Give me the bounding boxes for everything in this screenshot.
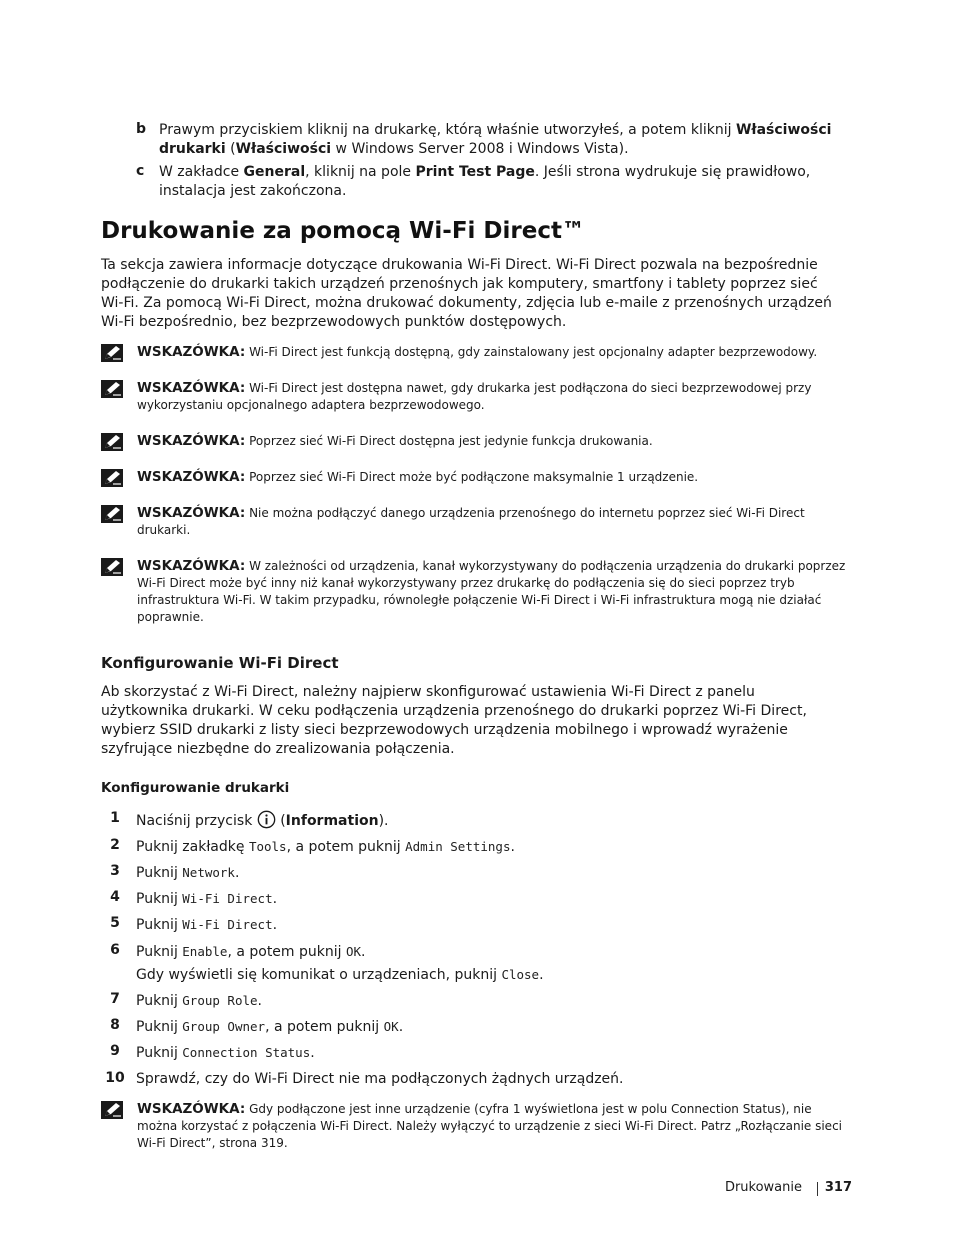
step-part: . <box>234 865 240 881</box>
note-body: Nie można podłączyć danego urządzenia przenośnego do internetu poprzez sieć Wi-Fi Direct drukarki. <box>137 506 805 537</box>
step-part: Puknij <box>136 1019 183 1035</box>
note-label: WSKAZÓWKA: <box>137 469 246 485</box>
note-text <box>137 380 855 414</box>
step-part: , a potem puknij <box>265 1019 384 1035</box>
step-part: Gdy wyświetli się komunikat o urządzeniach, puknij <box>136 967 502 983</box>
note-label: WSKAZÓWKA: <box>137 1101 246 1117</box>
subsection-intro: Ab skorzystać z Wi-Fi Direct, należny najpierw skonfigurować ustawienia Wi-Fi Direct z panelu użytkownika drukarki. W ceku podłączenia urządzenia przenośnego do drukarki poprzez Wi-Fi Direct, wybierz SSID drukarki z listy sieci bezprzewodowych urządzenia mobilnego i wprowadź wyrażenie szyfrujące niezbędne do zrealizowania połączenia. <box>101 684 807 757</box>
step-9-text <box>136 1043 836 1063</box>
step-number: 5 <box>110 915 120 931</box>
step-part: Puknij <box>136 993 183 1009</box>
note-text <box>137 1101 855 1152</box>
step-part: Puknij <box>136 1045 183 1061</box>
subsection-heading: Konfigurowanie Wi-Fi Direct <box>101 654 339 672</box>
step-b-part: w Windows Server 2008 i Windows Vista). <box>331 141 629 157</box>
note-text <box>137 344 855 361</box>
step-number: 8 <box>110 1017 120 1033</box>
ui-term: Close <box>501 967 540 982</box>
note-body: Poprzez sieć Wi-Fi Direct dostępna jest jedynie funkcja drukowania. <box>249 434 653 448</box>
step-7-text <box>136 991 836 1011</box>
ui-term: Network <box>182 865 235 880</box>
step-number: 2 <box>110 837 120 853</box>
note-label: WSKAZÓWKA: <box>137 505 246 521</box>
step-part: Puknij <box>136 944 183 960</box>
step-10-text: Sprawdź, czy do Wi-Fi Direct nie ma podłączonych żądnych urządzeń. <box>136 1071 624 1087</box>
note-label: WSKAZÓWKA: <box>137 344 246 360</box>
note-label: WSKAZÓWKA: <box>137 380 246 396</box>
step-c-bold: Print Test Page <box>415 164 535 180</box>
step-part: ( <box>275 813 286 829</box>
note-text <box>137 558 855 626</box>
note-pencil-icon <box>101 469 123 487</box>
step-3-text <box>136 863 836 883</box>
step-number: 7 <box>110 991 120 1007</box>
step-5-text <box>136 915 836 935</box>
note-pencil-icon <box>101 433 123 451</box>
step-part: Puknij <box>136 865 183 881</box>
step-part: ). <box>378 813 389 829</box>
note-text <box>137 505 855 539</box>
ui-term: Enable <box>182 944 228 959</box>
ui-term: Connection Status <box>182 1045 311 1060</box>
step-part: . <box>510 839 515 855</box>
step-6-followup <box>136 965 836 985</box>
step-number: 3 <box>110 863 120 879</box>
note-pencil-icon <box>101 344 123 362</box>
information-icon <box>257 810 276 829</box>
step-letter-b: b <box>136 121 147 137</box>
step-part: Puknij zakładkę <box>136 839 249 855</box>
step-4-text <box>136 889 836 909</box>
step-c-part: . Jeśli strona wydrukuje się prawidłowo, instalacja jest zakończona. <box>159 164 811 199</box>
page-footer <box>700 1180 852 1198</box>
step-b-part: Prawym przyciskiem kliknij na drukarkę, którą właśnie utworzyłeś, a potem kliknij <box>159 122 736 138</box>
note-pencil-icon <box>101 505 123 523</box>
ui-term: OK <box>345 944 362 959</box>
step-part: . <box>272 917 278 933</box>
ui-term: Admin Settings <box>405 839 511 854</box>
step-part: . <box>272 891 278 907</box>
step-number: 4 <box>110 889 120 905</box>
step-8-text <box>136 1017 836 1037</box>
ui-term: Wi-Fi Direct <box>182 917 273 932</box>
step-bold: Information <box>285 813 379 829</box>
step-c-part: W zakładce <box>159 164 244 180</box>
note-pencil-icon <box>101 558 123 576</box>
ui-term: Group Owner <box>182 1019 266 1034</box>
step-part: Puknij <box>136 891 183 907</box>
note-text <box>137 469 855 486</box>
step-number: 1 <box>110 810 120 826</box>
step-number: 9 <box>110 1043 120 1059</box>
footer-divider <box>817 1182 818 1196</box>
step-c-text <box>159 163 839 201</box>
section-intro: Ta sekcja zawiera informacje dotyczące drukowania Wi-Fi Direct. Wi-Fi Direct pozwala na bezpośrednie podłączenie do drukarki takich urządzeń przenośnych jak komputery, smartfony i tablety poprzez sieć Wi-Fi. Za pomocą Wi-Fi Direct, można drukować dokumenty, zdjęcia lub e-maile z przenośnych urządzeń Wi-Fi bezpośrednio, bez bezprzewodowych punktów dostępowych. <box>101 257 832 330</box>
page-number: 317 <box>824 1180 852 1195</box>
step-part: , a potem puknij <box>227 944 346 960</box>
procedure-heading: Konfigurowanie drukarki <box>101 780 290 796</box>
step-b-bold: Właściwości <box>235 141 332 157</box>
section-heading: Drukowanie za pomocą Wi-Fi Direct™ <box>101 218 585 244</box>
step-number: 6 <box>110 942 120 958</box>
step-part: . <box>361 944 366 960</box>
step-part: Puknij <box>136 917 183 933</box>
note-body: W zależności od urządzenia, kanał wykorzystywany do podłączenia urządzenia do drukarki poprzez Wi-Fi Direct może być inny niż kanał wykorzystywany przez drukarkę do podłączenia się do sieci poprzez tryb infrastruktura Wi-Fi. W takim przypadku, równoległe połączenie Wi-Fi Direct i Wi-Fi infrastruktura mogą nie działać poprawnie. <box>137 559 846 624</box>
step-b-text <box>159 121 839 159</box>
step-c-bold: General <box>243 164 306 180</box>
note-label: WSKAZÓWKA: <box>137 433 246 449</box>
note-pencil-icon <box>101 1101 123 1119</box>
ui-term: OK <box>383 1019 399 1034</box>
step-part: . <box>257 993 262 1009</box>
ui-term: Tools <box>248 839 287 854</box>
step-2-text <box>136 837 836 857</box>
note-body: Wi-Fi Direct jest dostępna nawet, gdy drukarka jest podłączona do sieci bezprzewodowej przy wykorzystaniu opcjonalnego adaptera bezprzewodowego. <box>137 381 812 412</box>
step-number: 10 <box>105 1070 125 1086</box>
footer-section: Drukowanie <box>724 1180 802 1195</box>
step-letter-c: c <box>136 163 145 179</box>
note-body: Wi-Fi Direct jest funkcją dostępną, gdy zainstalowany jest opcjonalny adapter bezprzewodowy. <box>249 345 818 359</box>
step-part: . <box>539 967 544 983</box>
note-pencil-icon <box>101 380 123 398</box>
ui-term: Group Role <box>182 993 258 1008</box>
step-part: , a potem puknij <box>286 839 406 855</box>
note-body: Poprzez sieć Wi-Fi Direct może być podłączone maksymalnie 1 urządzenie. <box>249 470 699 484</box>
step-b-bold: Właściwości drukarki <box>159 122 832 157</box>
step-1-text <box>136 810 836 831</box>
ui-term: Wi-Fi Direct <box>182 891 273 906</box>
step-part: . <box>398 1019 404 1035</box>
step-b-part: ( <box>225 141 236 157</box>
step-part: Naciśnij przycisk <box>136 813 257 829</box>
note-text <box>137 433 855 450</box>
note-label: WSKAZÓWKA: <box>137 558 246 574</box>
step-part: . <box>310 1045 315 1061</box>
note-body: Gdy podłączone jest inne urządzenie (cyfra 1 wyświetlona jest w polu Connection Status), nie można korzystać z połączenia Wi-Fi Direct. Należy wyłączyć to urządzenie z sieci Wi-Fi Direct. Patrz „Rozłączanie sieci Wi-Fi Direct”, strona 319. <box>137 1102 842 1150</box>
step-6-text <box>136 942 836 962</box>
step-c-part: , kliknij na pole <box>305 164 416 180</box>
